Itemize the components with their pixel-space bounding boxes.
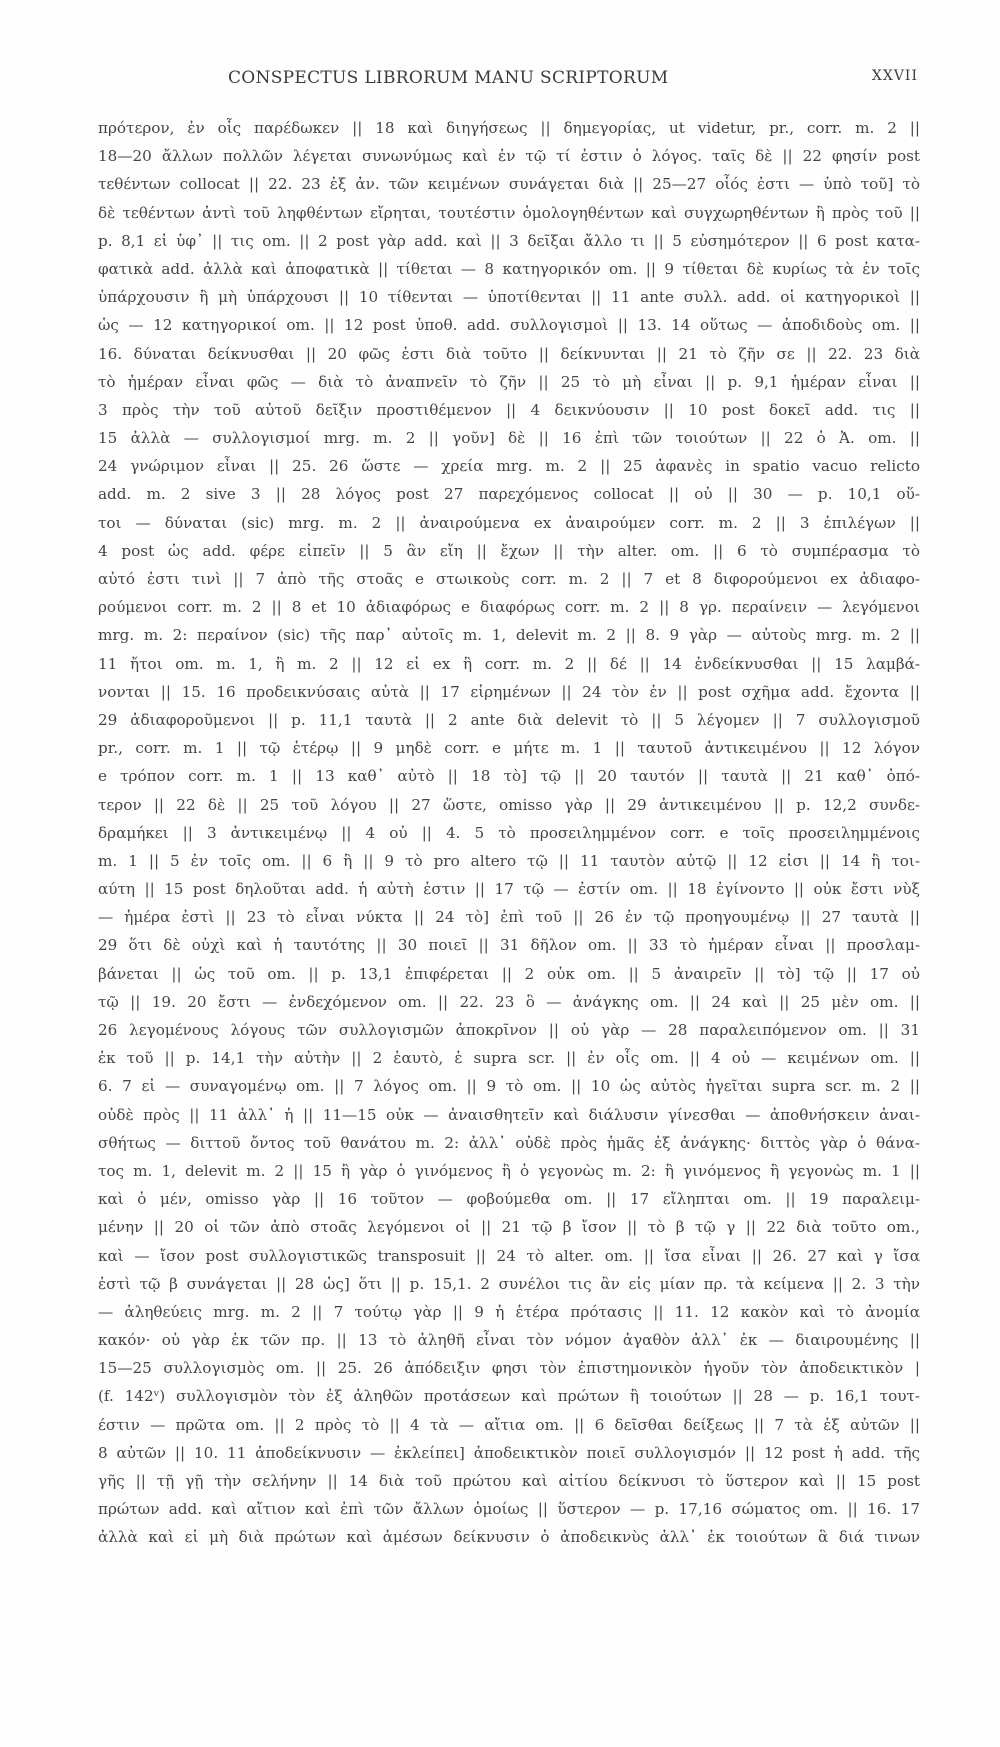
- apparatus-line: τεθέντων collocat || 22. 23 ἐξ ἀν. τῶν κειμένων συνάγεται διὰ || 25—27 οἷός ἐστι — ὑπὸ τοῦ] τὸ: [98, 175, 920, 194]
- critical-apparatus: [98, 114, 920, 1552]
- apparatus-line: 29 ὅτι δὲ οὐχὶ καὶ ἡ ταυτότης || 30 ποιεῖ || 31 δῆλον om. || 33 τὸ ἡμέραν εἶναι || προσλαμ-: [98, 936, 920, 955]
- apparatus-line: ἀλλὰ καὶ εἰ μὴ διὰ πρώτων καὶ ἀμέσων δείκνυσιν ὁ ἀποδεικνὺς ἀλλ᾽ ἐκ τοιούτων ἃ διά τινων: [98, 1528, 920, 1547]
- apparatus-line: — ἀληθεύεις mrg. m. 2 || 7 τούτῳ γὰρ || 9 ἡ ἑτέρα πρότασις || 11. 12 κακὸν καὶ τὸ ἀνομία: [98, 1302, 920, 1321]
- page-number: XXVII: [871, 68, 918, 84]
- apparatus-line: — ἡμέρα ἐστὶ || 23 τὸ εἶναι νύκτα || 24 τὸ] ἐπὶ τοῦ || 26 ἐν τῷ προηγουμένῳ || 27 ταυτὰ ||: [98, 908, 920, 927]
- apparatus-line: 26 λεγομένους λόγους τῶν συλλογισμῶν ἀποκρῖνον || οὐ γὰρ — 28 παραλειπόμενον om. || 31: [98, 1021, 920, 1039]
- apparatus-line: ρούμενοι corr. m. 2 || 8 et 10 ἀδιαφόρως e διαφόρως corr. m. 2 || 8 γρ. περαίνειν — λεγόμενοι: [98, 598, 920, 617]
- apparatus-line: ἐστὶ τῷ β συνάγεται || 28 ὡς] ὅτι || p. 15,1. 2 συνέλοι τις ἂν εἰς μίαν πρ. τὰ κείμενα || 2. 3 τὴν: [98, 1274, 920, 1293]
- apparatus-line: 29 ἀδιαφοροῦμενοι || p. 11,1 ταυτὰ || 2 ante διὰ delevit τὸ || 5 λέγομεν || 7 συλλογισμοῦ: [98, 710, 920, 729]
- apparatus-line: αὐτό ἐστι τινὶ || 7 ἀπὸ τῆς στοᾶς e στωικοὺς corr. m. 2 || 7 et 8 διφορούμενοι ex ἀδιαφο-: [98, 570, 920, 588]
- apparatus-line: τοι — δύναται (sic) mrg. m. 2 || ἀναιρούμενα ex ἀναιρούμεν corr. m. 2 || 3 ἐπιλέγων ||: [98, 513, 920, 532]
- apparatus-line: έστιν — πρῶτα om. || 2 πρὸς τὸ || 4 τὰ — αἴτια om. || 6 δεῖσθαι δείξεως || 7 τὰ ἐξ αὐτῶν ||: [98, 1415, 920, 1434]
- running-title: CONSPECTUS LIBRORUM MANU SCRIPTORUM: [228, 68, 669, 88]
- apparatus-line: 4 post ὡς add. φέρε εἰπεῖν || 5 ἂν εἴη || ἔχων || τὴν alter. om. || 6 τὸ συμπέρασμα τὸ: [98, 541, 920, 560]
- apparatus-line: 15 ἀλλὰ — συλλογισμοί mrg. m. 2 || γοῦν] δὲ || 16 ἐπὶ τῶν τοιούτων || 22 ὁ Ἀ. om. ||: [98, 429, 920, 448]
- apparatus-line: οὐδὲ πρὸς || 11 ἀλλ᾽ ἡ || 11—15 οὐκ — ἀναισθητεῖν καὶ διάλυσιν γίνεσθαι — ἀποθνήσκειν ἀναι-: [98, 1105, 920, 1124]
- apparatus-line: ὡς — 12 κατηγορικοί om. || 12 post ὑποθ. add. συλλογισμοὶ || 13. 14 οὕτως — ἀποδιδοὺς om. ||: [98, 316, 920, 335]
- apparatus-line: add. m. 2 sive 3 || 28 λόγος post 27 παρεχόμενος collocat || οὐ || 30 — p. 10,1 οὕ-: [98, 485, 920, 504]
- apparatus-line: 6. 7 εἰ — συναγομένῳ om. || 7 λόγος om. || 9 τὸ om. || 10 ὡς αὐτὸς ἡγεῖται supra scr. m. 2 ||: [98, 1077, 920, 1096]
- apparatus-line: κακόν· οὐ γὰρ ἐκ τῶν πρ. || 13 τὸ ἀληθῆ εἶναι τὸν νόμον ἀγαθὸν ἀλλ᾽ ἐκ — διαιρουμένης ||: [98, 1331, 920, 1350]
- apparatus-line: pr., corr. m. 1 || τῷ ἑτέρῳ || 9 μηδὲ corr. e μήτε m. 1 || ταυτοῦ ἀντικειμένου || 12 λόγον: [98, 739, 920, 758]
- apparatus-line: βάνεται || ὡς τοῦ om. || p. 13,1 ἐπιφέρεται || 2 οὐκ om. || 5 ἀναιρεῖν || τὸ] τῷ || 17 οὐ: [98, 964, 920, 983]
- apparatus-line: πρώτων add. καὶ αἴτιον καὶ ἐπὶ τῶν ἄλλων ὁμοίως || ὕστερον — p. 17,16 σώματος om. || 16. 17: [98, 1500, 920, 1519]
- apparatus-line: τος m. 1, delevit m. 2 || 15 ἢ γὰρ ὁ γινόμενος ἢ ὁ γεγονὼς m. 2: ἢ γινόμενος ἢ γεγονὼς m. 1 ||: [98, 1161, 920, 1180]
- apparatus-line: δραμήκει || 3 ἀντικειμένῳ || 4 οὐ || 4. 5 τὸ προσειλημμένον corr. e τοῖς προσειλημμένοις: [98, 823, 920, 842]
- apparatus-line: φατικὰ add. ἀλλὰ καὶ ἀποφατικὰ || τίθεται — 8 κατηγορικόν om. || 9 τίθεται δὲ κυρίως τὰ ἐν τοῖς: [98, 259, 920, 278]
- apparatus-line: 18—20 ἄλλων πολλῶν λέγεται συνωνύμως καὶ ἐν τῷ τί ἐστιν ὁ λόγος. ταῖς δὲ || 22 φησίν post: [98, 147, 920, 166]
- apparatus-line: γῆς || τῇ γῇ τὴν σελήνην || 14 διὰ τοῦ πρώτου καὶ αἰτίου δείκνυσι τὸ ὕστερον καὶ || 15 post: [98, 1472, 920, 1490]
- apparatus-line: τερον || 22 δὲ || 25 τοῦ λόγου || 27 ὥστε, omisso γὰρ || 29 ἀντικειμένου || p. 12,2 συνδε-: [98, 795, 920, 814]
- apparatus-line: καὶ ὁ μέν, omisso γὰρ || 16 τοῦτον — φοβούμεθα om. || 17 εἴληπται om. || 19 παραλειμ-: [98, 1190, 920, 1209]
- apparatus-line: τὸ ἡμέραν εἶναι φῶς — διὰ τὸ ἀναπνεῖν τὸ ζῆν || 25 τὸ μὴ εἶναι || p. 9,1 ἡμέραν εἶναι ||: [98, 372, 920, 391]
- apparatus-line: σθήτως — διττοῦ ὄντος τοῦ θανάτου m. 2: ἀλλ᾽ οὐδὲ πρὸς ἡμᾶς ἐξ ἀνάγκης· διττὸς γὰρ ὁ θάνα-: [98, 1133, 920, 1152]
- apparatus-line: 16. δύναται δείκνυσθαι || 20 φῶς ἐστι διὰ τοῦτο || δείκνυνται || 21 τὸ ζῆν σε || 22. 23 διὰ: [98, 344, 920, 363]
- apparatus-line: m. 1 || 5 ἐν τοῖς om. || 6 ἢ || 9 τὸ pro altero τῷ || 11 ταυτὸν αὐτῷ || 12 εἰσι || 14 ἢ τοι-: [98, 851, 920, 870]
- apparatus-line: τῷ || 19. 20 ἔστι — ἐνδεχόμενον om. || 22. 23 ὃ — ἀνάγκης om. || 24 καὶ || 25 μὲν om. ||: [98, 992, 920, 1011]
- apparatus-line: 24 γνώριμον εἶναι || 25. 26 ὥστε — χρεία mrg. m. 2 || 25 ἀφανὲς in spatio vacuo relicto: [98, 457, 920, 476]
- apparatus-line: p. 8,1 εἰ ὑφ᾽ || τις om. || 2 post γὰρ add. καὶ || 3 δεῖξαι ἄλλο τι || 5 εὐσημότερον || 6 post κατα-: [98, 231, 920, 250]
- apparatus-line: 11 ἤτοι om. m. 1, ἢ m. 2 || 12 εἰ ex ἢ corr. m. 2 || δέ || 14 ἐνδείκνυσθαι || 15 λαμβά-: [98, 654, 920, 673]
- apparatus-line: (f. 142ᵛ) συλλογισμὸν τὸν ἐξ ἀληθῶν προτάσεων καὶ πρώτων ἢ τοιούτων || 28 — p. 16,1 τουτ-: [98, 1387, 920, 1406]
- apparatus-line: ἐκ τοῦ || p. 14,1 τὴν αὐτὴν || 2 ἑαυτὸ, ἑ supra scr. || ἐν οἷς om. || 4 οὐ — κειμένων om. ||: [98, 1049, 920, 1068]
- apparatus-line: mrg. m. 2: περαίνον (sic) τῆς παρ᾽ αὐτοῖς m. 1, delevit m. 2 || 8. 9 γὰρ — αὐτοὺς mrg. m. 2 ||: [98, 626, 920, 645]
- apparatus-line: πρότερον, ἐν οἷς παρέδωκεν || 18 καὶ διηγήσεως || δημεγορίας, ut videtur, pr., corr. m. 2 ||: [98, 119, 920, 137]
- apparatus-line: δὲ τεθέντων ἀντὶ τοῦ ληφθέντων εἴρηται, τουτέστιν ὁμολογηθέντων καὶ συγχωρηθέντων ἢ πρὸς τοῦ ||: [98, 203, 920, 222]
- apparatus-line: αύτη || 15 post δηλοῦται add. ἡ αὐτὴ ἐστιν || 17 τῷ — ἐστίν om. || 18 ἐγίνοντο || οὐκ ἔστι νὺξ: [98, 880, 920, 899]
- apparatus-line: μένην || 20 οἱ τῶν ἀπὸ στοᾶς λεγόμενοι οἱ || 21 τῷ β ἴσον || τὸ β τῷ γ || 22 διὰ τοῦτο om.,: [98, 1218, 920, 1237]
- apparatus-line: νονται || 15. 16 προδεικνύσαις αὐτὰ || 17 εἰρημένων || 24 τὸν ἐν || post σχῆμα add. ἔχοντα ||: [98, 682, 920, 701]
- apparatus-line: 15—25 συλλογισμὸς om. || 25. 26 ἀπόδειξιν φησι τὸν ἐπιστημονικὸν ἡγοῦν τὸν ἀποδεικτικὸν |: [98, 1359, 920, 1378]
- apparatus-line: e τρόπον corr. m. 1 || 13 καθ᾽ αὐτὸ || 18 τὸ] τῷ || 20 ταυτόν || ταυτὰ || 21 καθ᾽ ὁπό-: [98, 767, 920, 786]
- apparatus-line: 3 πρὸς τὴν τοῦ αὐτοῦ δεῖξιν προστιθέμενον || 4 δεικνύουσιν || 10 post δοκεῖ add. τις ||: [98, 400, 920, 419]
- apparatus-line: 8 αὐτῶν || 10. 11 ἀποδείκνυσιν — ἐκλείπει] ἀποδεικτικὸν ποιεῖ συλλογισμόν || 12 post ἡ add. τῆς: [98, 1443, 920, 1462]
- page-header: [98, 68, 918, 92]
- apparatus-line: καὶ — ἴσον post συλλογιστικῶς transposuit || 24 τὸ alter. om. || ἴσα εἶναι || 26. 27 καὶ γ ἴσα: [98, 1246, 920, 1265]
- apparatus-line: ὑπάρχουσιν ἢ μὴ ὑπάρχουσι || 10 τίθενται — ὑποτίθενται || 11 ante συλλ. add. οἱ κατηγορικοὶ ||: [98, 288, 920, 307]
